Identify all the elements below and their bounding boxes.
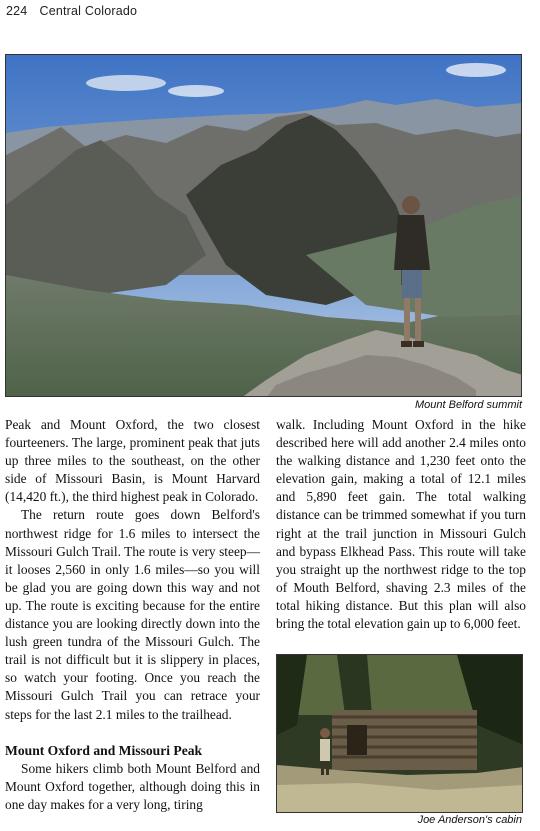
section-subheading: Mount Oxford and Missouri Peak xyxy=(5,742,203,758)
right-paragraph-1: walk. Including Mount Oxford in the hike described here will add another 2.4 miles onto the walking distance and 1,230 feet onto the elevation gain, making a total of 12.1 miles and 5,890 feet gain. The total walking distance can be trimmed somewhat if you turn right at the trail junction in Missouri Gulch and bypass Elkhead Pass. This route will take you straight up the northwest ridge to the top of Mouth Belford, shaving 2.3 miles of the total hiking distance. But this plan will also bring the total elevation gain up to 6,000 feet. xyxy=(276,417,526,632)
mount-belford-photo xyxy=(5,54,522,397)
right-text-column xyxy=(276,416,526,633)
cabin-photo xyxy=(276,654,523,813)
cabin-caption: Joe Anderson's cabin xyxy=(417,814,522,826)
left-paragraph-1: Peak and Mount Oxford, the two closest fourteeners. The large, prominent peak that juts up three miles to the southeast, on the other side of Missouri Basin, is Mount Harvard (14,420 ft.), the third highest peak in Colorado. xyxy=(5,417,260,505)
page-number: 224 xyxy=(6,4,28,18)
left-paragraph-2: The return route goes down Belford's northwest ridge for 1.6 miles to intersect the Missouri Gulch Trail. The route is very steep—it looses 2,560 in only 1.6 miles—so you will be glad you are going down this way and not up. The route is exciting because for the entire distance you are looking directly down into the lush green tundra of the Missouri Gulch. The trail is not difficult but it is slippery in places, so watch your footing. Once you reach the Missouri Gulch Trail you can retrace your steps for the last 2.1 miles to the trailhead. xyxy=(5,507,260,722)
mount-belford-caption: Mount Belford summit xyxy=(415,399,522,411)
left-paragraph-3: Some hikers climb both Mount Belford and Mount Oxford together, although doing this in one day makes for a very long, tiring xyxy=(5,760,260,812)
left-text-column xyxy=(5,416,260,814)
running-head xyxy=(6,4,137,18)
section-title: Central Colorado xyxy=(39,4,138,18)
